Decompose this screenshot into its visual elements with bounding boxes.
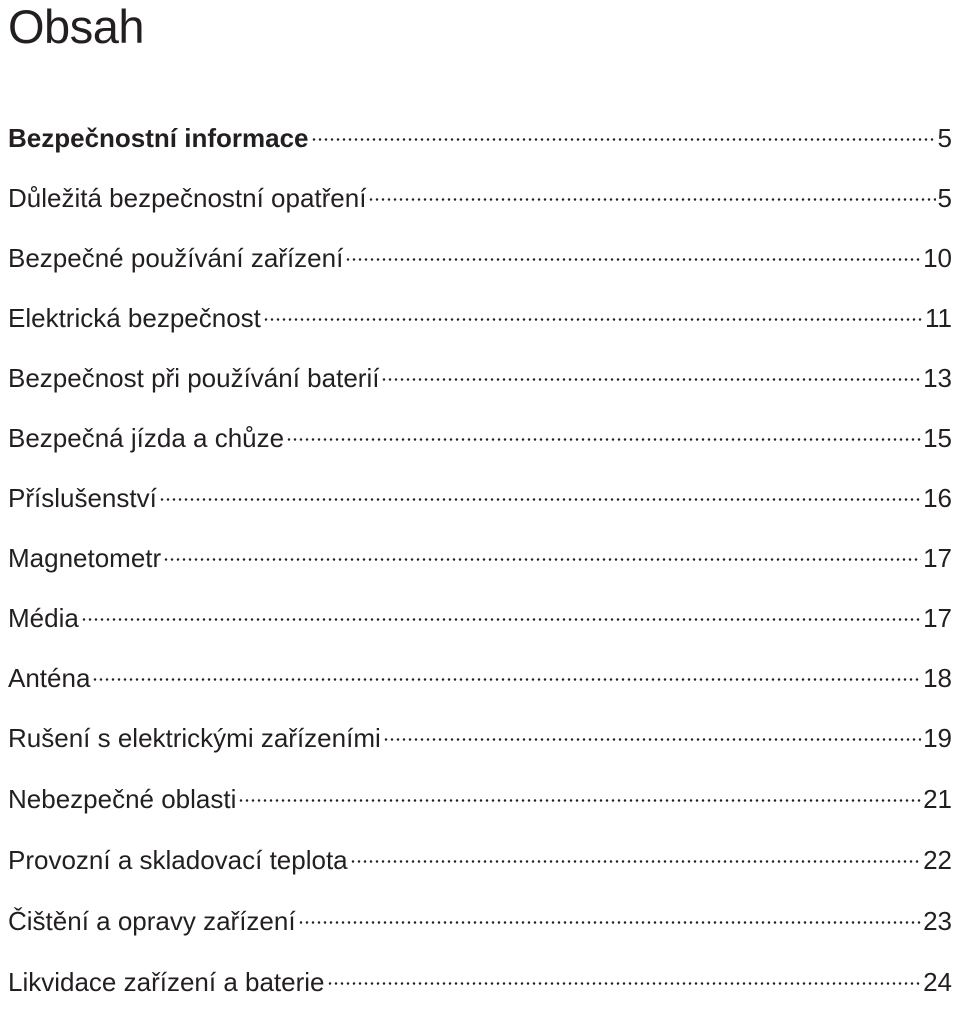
toc-entry[interactable]	[8, 108, 952, 168]
table-of-contents	[8, 108, 952, 1013]
toc-entry-label: Nebezpečné oblasti	[8, 784, 237, 814]
dot-leader	[163, 558, 921, 561]
dot-leader	[298, 921, 922, 924]
toc-entry-page: 17	[923, 543, 952, 573]
toc-entry[interactable]	[8, 769, 952, 830]
toc-entry[interactable]	[8, 891, 952, 952]
dot-leader	[383, 738, 921, 741]
toc-entry-page: 5	[937, 183, 952, 213]
toc-entry-label: Magnetometr	[8, 543, 162, 573]
dot-leader	[345, 258, 921, 261]
toc-entry-page: 11	[925, 303, 952, 333]
toc-entry-page: 21	[923, 784, 952, 814]
toc-entry[interactable]	[8, 168, 952, 228]
toc-entry[interactable]	[8, 952, 952, 1013]
dot-leader	[263, 318, 923, 321]
dot-leader	[81, 618, 921, 621]
toc-entry[interactable]	[8, 288, 952, 348]
dot-leader	[311, 138, 936, 141]
toc-entry-page: 16	[923, 483, 952, 513]
toc-entry-label: Důležitá bezpečnostní opatření	[8, 183, 367, 213]
dot-leader	[327, 982, 922, 985]
toc-entry-page: 22	[923, 845, 952, 875]
toc-entry[interactable]	[8, 468, 952, 528]
toc-entry[interactable]	[8, 408, 952, 468]
toc-entry-label: Bezpečná jízda a chůze	[8, 423, 285, 453]
toc-entry-label: Provozní a skladovací teplota	[8, 845, 348, 875]
toc-entry[interactable]	[8, 588, 952, 648]
toc-entry-label: Čištění a opravy zařízení	[8, 906, 296, 936]
toc-entry[interactable]	[8, 528, 952, 588]
toc-entry-label: Elektrická bezpečnost	[8, 303, 261, 333]
toc-entry-page: 19	[923, 723, 952, 753]
toc-entry[interactable]	[8, 228, 952, 288]
toc-entry-label: Anténa	[8, 663, 91, 693]
dot-leader	[368, 198, 935, 201]
toc-entry-page: 10	[923, 243, 952, 273]
toc-entry[interactable]	[8, 830, 952, 891]
page-title: Obsah	[8, 0, 144, 53]
toc-entry-label: Likvidace zařízení a baterie	[8, 967, 325, 997]
toc-entry-page: 18	[923, 663, 952, 693]
toc-entry[interactable]	[8, 648, 952, 708]
toc-entry-page: 5	[937, 123, 952, 153]
toc-entry-label: Bezpečné používání zařízení	[8, 243, 344, 273]
dot-leader	[238, 799, 921, 802]
toc-entry-label: Bezpečnostní informace	[8, 123, 309, 153]
toc-entry-page: 15	[923, 423, 952, 453]
dot-leader	[159, 498, 921, 501]
toc-entry-label: Rušení s elektrickými zařízeními	[8, 723, 381, 753]
dot-leader	[92, 678, 921, 681]
toc-entry-page: 24	[923, 967, 952, 997]
toc-entry-page: 23	[923, 906, 952, 936]
toc-entry-label: Bezpečnost při používání baterií	[8, 363, 380, 393]
toc-entry-label: Příslušenství	[8, 483, 157, 513]
dot-leader	[381, 378, 921, 381]
dot-leader	[350, 860, 921, 863]
toc-entry-page: 13	[923, 363, 952, 393]
toc-entry-label: Média	[8, 603, 79, 633]
toc-entry[interactable]	[8, 708, 952, 769]
toc-entry[interactable]	[8, 348, 952, 408]
dot-leader	[286, 438, 921, 441]
toc-entry-page: 17	[923, 603, 952, 633]
